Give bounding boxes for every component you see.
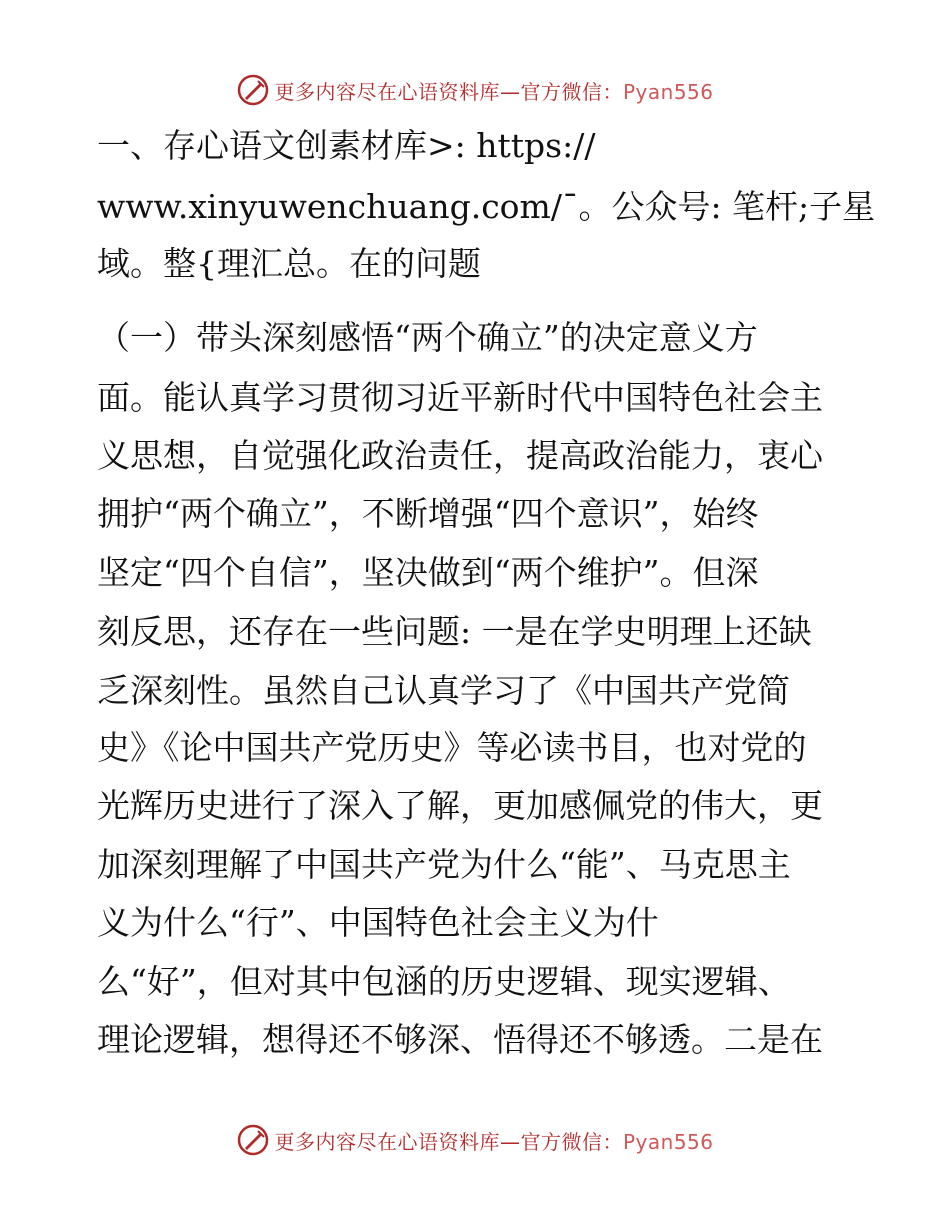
text-line: 么“好”，但对其中包涵的历史逻辑、现实逻辑、	[97, 962, 791, 1001]
wechat-id: Pyan556	[622, 79, 714, 104]
banner-text: 更多内容尽在心语资料库—官方微信：Pyan556	[274, 79, 714, 104]
wechat-id: Pyan556	[622, 1129, 714, 1154]
text-line: 拥护“两个确立”，不断增强“四个意识”，始终	[97, 494, 759, 533]
text-line: 史》《论中国共产党历史》等必读书目，也对党的	[97, 728, 807, 767]
text-line: 一、存心语文创素材库>: https://	[97, 126, 596, 165]
quill-logo-icon	[236, 1123, 270, 1157]
header-banner	[0, 70, 950, 110]
text-line: 乏深刻性。虽然自己认真学习了《中国共产党简	[97, 671, 790, 710]
text-line: www.xinyuwenchuang.com/¯。公众号: 笔杆;子星	[97, 187, 876, 226]
text-line: 面。能认真学习贯彻习近平新时代中国特色社会主	[97, 378, 823, 417]
quill-logo-icon	[236, 73, 270, 107]
text-line: （一）带头深刻感悟“两个确立”的决定意义方	[97, 318, 758, 357]
banner-text: 更多内容尽在心语资料库—官方微信：Pyan556	[274, 1129, 714, 1154]
text-line: 加深刻理解了中国共产党为什么“能”、马克思主	[97, 845, 791, 884]
text-line: 光辉历史进行了深入了解，更加感佩党的伟大，更	[97, 786, 823, 825]
text-line: 坚定“四个自信”，坚决做到“两个维护”。但深	[97, 553, 759, 592]
text-line: 义为什么“行”、中国特色社会主义为什	[97, 903, 659, 942]
text-line: 理论逻辑，想得还不够深、悟得还不够透。二是在	[97, 1020, 823, 1059]
footer-banner	[0, 1120, 950, 1160]
text-line: 域。整{理汇总。在的问题	[97, 244, 481, 283]
text-line: 义思想，自觉强化政治责任，提高政治能力，衷心	[97, 436, 823, 475]
text-line: 刻反思，还存在一些问题: 一是在学史明理上还缺	[97, 612, 812, 651]
